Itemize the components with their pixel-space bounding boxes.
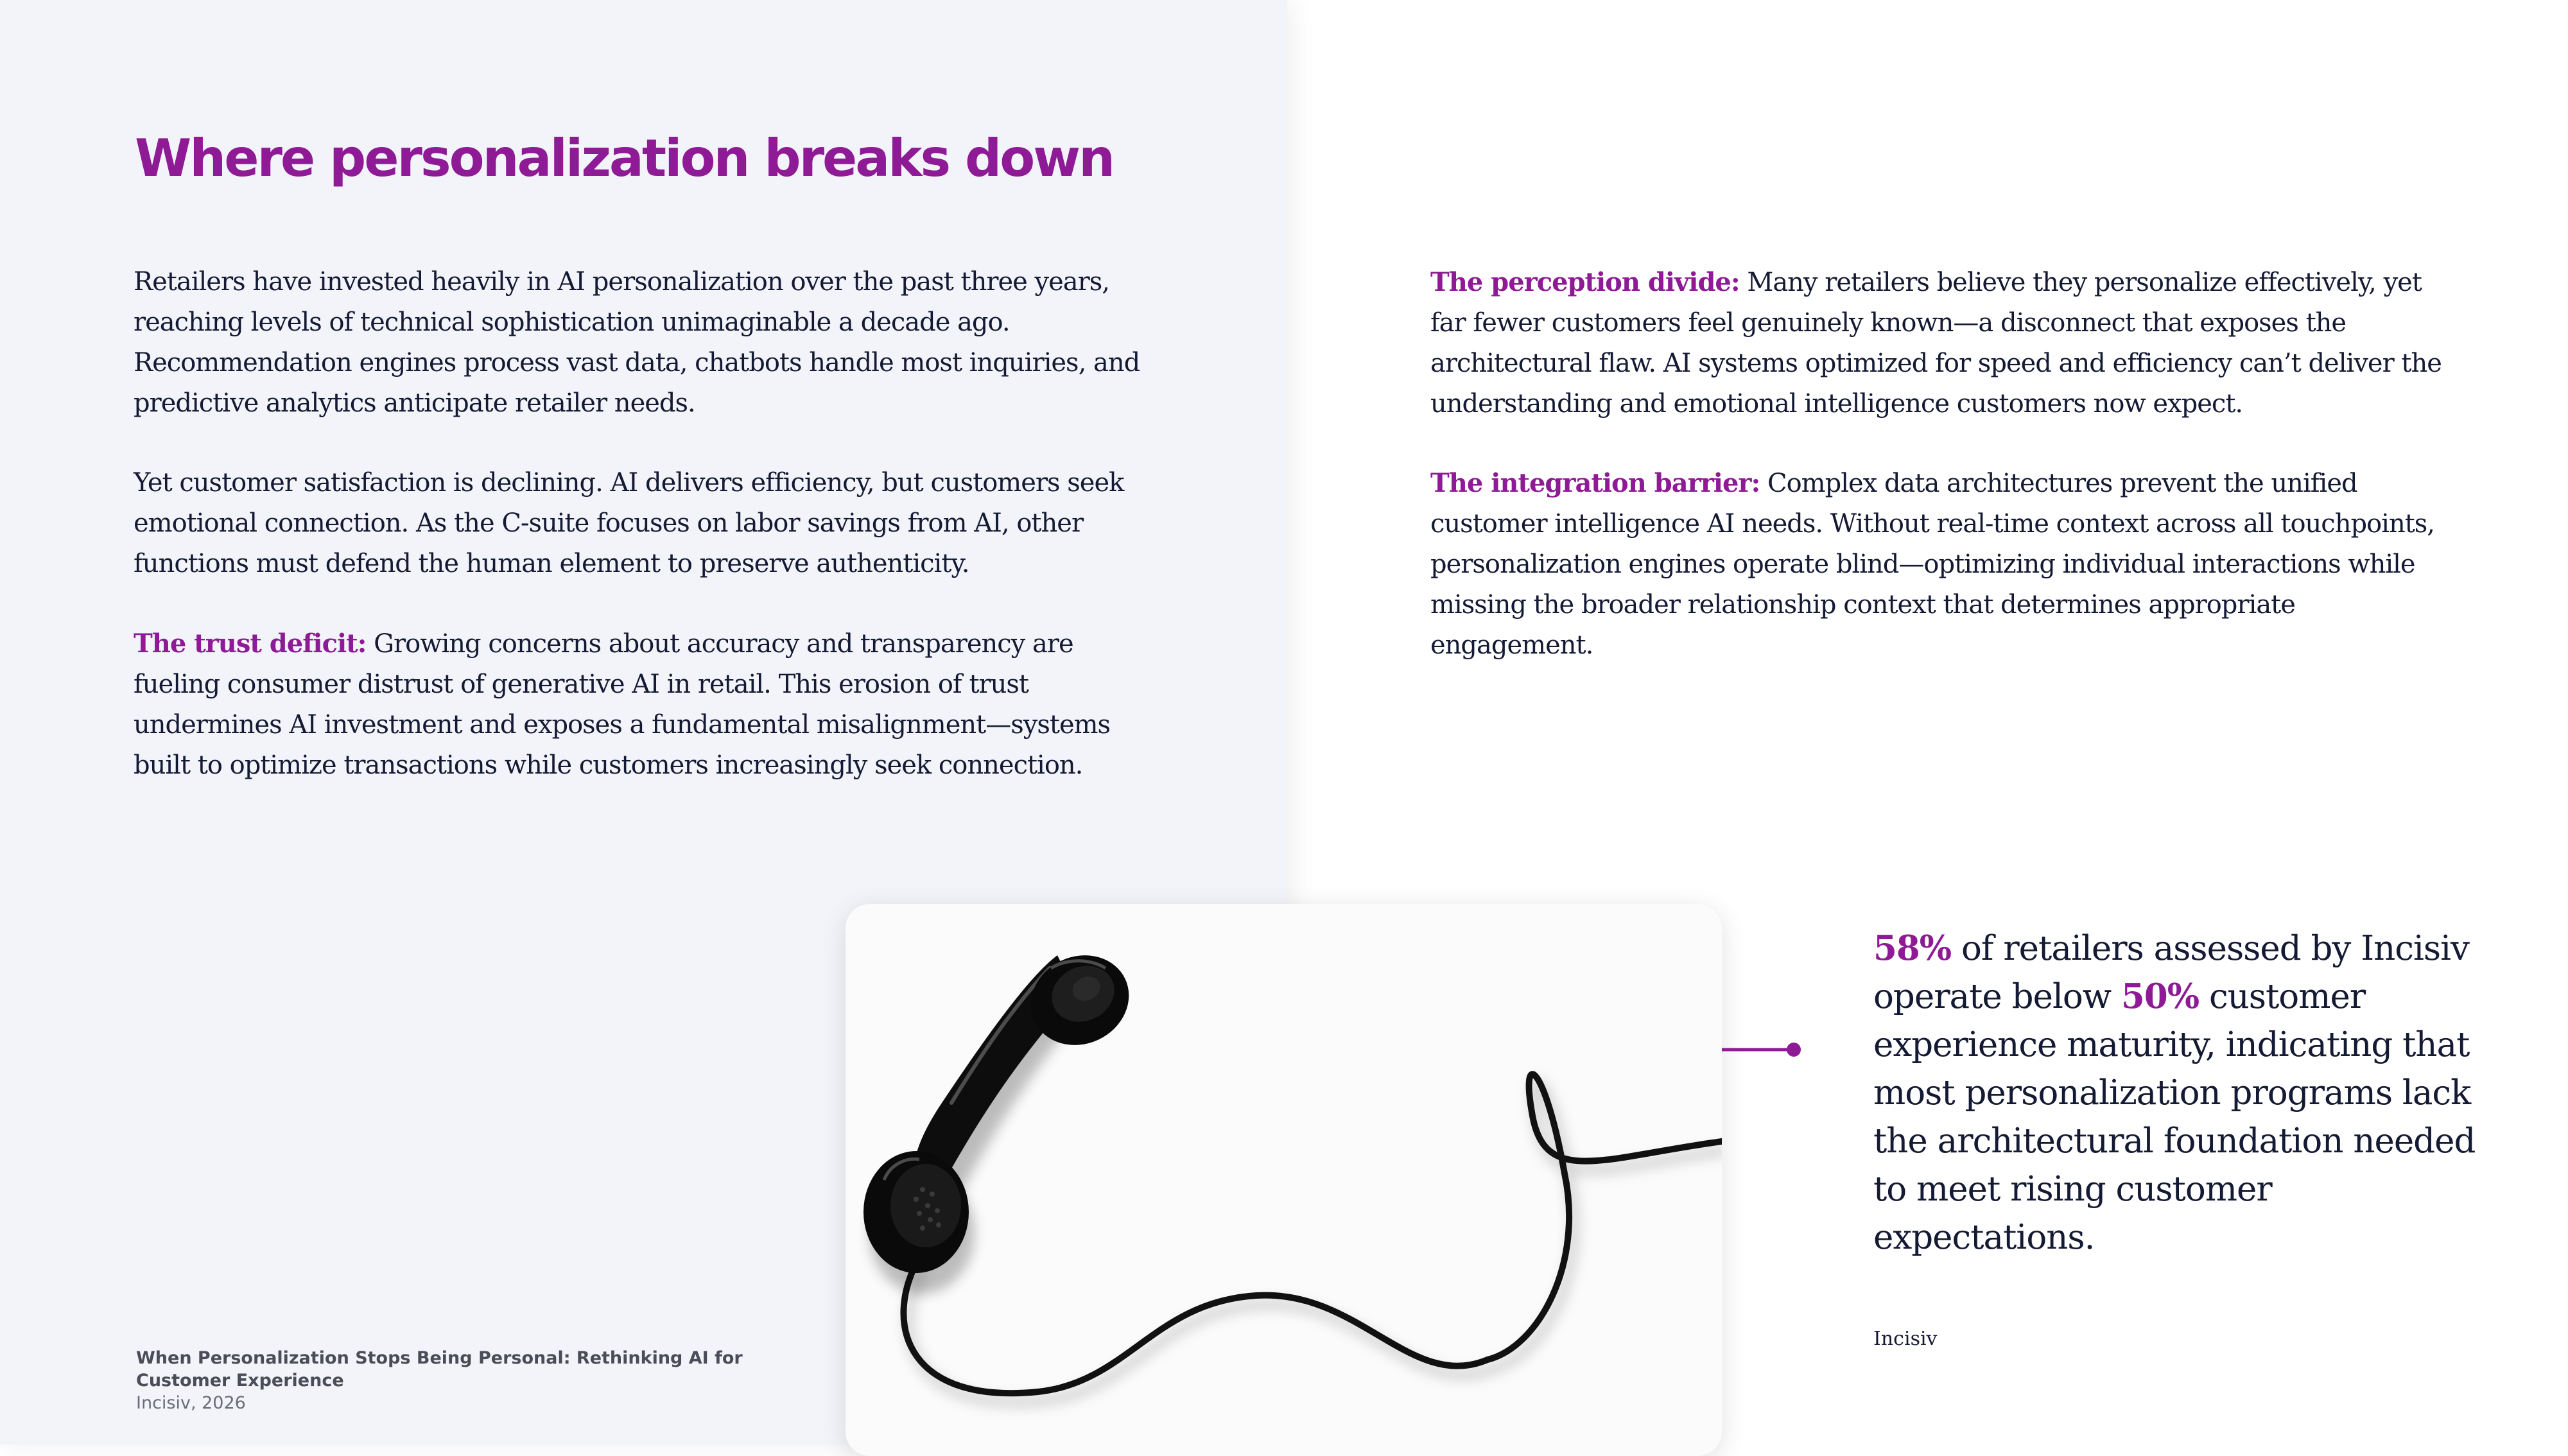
stat-pct-50: 50% [2121,976,2199,1016]
stat-pct-58: 58% [1873,928,1952,968]
stat-callout [1873,924,2490,1261]
footer-source: Incisiv, 2026 [136,1393,246,1413]
intro-paragraph: Retailers have invested heavily in AI personalization over the past three years, reaching levels of technical sophistication unimaginable a decade ago. Recommendation engines process vast data, chatbots handle most inquiries, and predictive analytics anticipate retailer needs. [134,267,1140,418]
stat-text-2: customer experience maturity, indicating that most personalization programs lack the architectural foundation needed to meet rising customer expectations. [1873,977,2476,1257]
satisfaction-paragraph: Yet customer satisfaction is declining. AI delivers efficiency, but customers seek emotional connection. As the C-suite focuses on labor savings from AI, other functions must defend the human element to preserve authenticity. [134,468,1124,578]
phone-cord [903,1074,1722,1393]
trust-deficit-lead: The trust deficit: [134,628,367,659]
integration-barrier-lead: The integration barrier: [1430,468,1760,498]
trust-deficit-paragraph [134,623,1135,786]
footer-citation [136,1347,752,1414]
telephone-handset-icon [846,904,1722,1456]
perception-divide-body: Many retailers believe they personalize effectively, yet far fewer customers feel genuinely known—a disconnect that exposes the architectural flaw. AI systems optimized for speed and efficiency can’t deliver the understanding and emotional intelligence customers now expect. [1430,268,2442,419]
brand-logo: Incisiv [1873,1328,1938,1350]
telephone-photo [846,904,1722,1456]
integration-barrier-body: Complex data architectures prevent the unified customer intelligence AI needs. Without real-time context across all touchpoints, personalization engines operate blind—optimizing individual interactions while missing the broader relationship context that determines appropriate engagement. [1430,469,2435,660]
callout-connector [1722,1040,1805,1059]
footer-report-title: When Personalization Stops Being Personal: Rethinking AI for Customer Experience [136,1348,743,1391]
perception-divide-paragraph [1430,262,2445,424]
stat-text-1: of retailers assessed by Incisiv operate below [1873,929,2469,1016]
trust-deficit-body: Growing concerns about accuracy and transparency are fueling consumer distrust of generative AI in retail. This erosion of trust undermines AI investment and exposes a fundamental misalignment—systems built to optimize transactions while customers increasingly seek connection. [134,629,1111,780]
perception-divide-lead: The perception divide: [1430,267,1740,297]
page-title: Where personalization breaks down [135,128,1114,188]
integration-barrier-paragraph [1430,463,2438,666]
